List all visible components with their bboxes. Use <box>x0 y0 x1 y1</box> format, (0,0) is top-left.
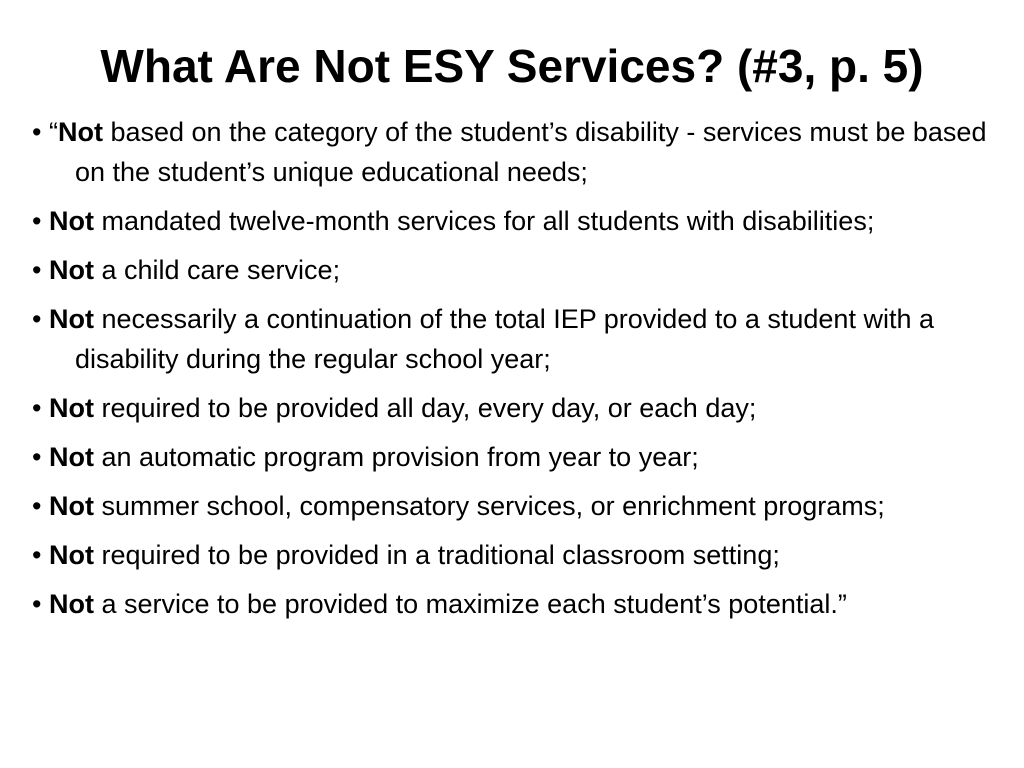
bullet-item <box>32 584 1022 624</box>
bullet-emphasis: Not <box>48 393 94 423</box>
bullet-emphasis: Not <box>57 117 103 147</box>
bullet-glyph: • <box>32 255 42 285</box>
bullet-emphasis: Not <box>48 442 94 472</box>
bullet-text: an automatic program provision from year to year; <box>101 442 699 472</box>
bullet-glyph: • <box>32 491 42 521</box>
bullet-text: mandated twelve-month services for all students with disabilities; <box>101 206 875 236</box>
bullet-item <box>32 535 1022 575</box>
bullet-text: a service to be provided to maximize each student’s potential.” <box>101 589 847 619</box>
bullet-emphasis: Not <box>48 304 94 334</box>
slide-title: What Are Not ESY Services? (#3, p. 5) <box>100 40 924 92</box>
bullet-glyph: • <box>32 540 42 570</box>
bullet-text: a child care service; <box>101 255 341 285</box>
bullet-text: necessarily a continuation of the total IEP provided to a student with a disability during the regular school year; <box>75 304 934 374</box>
bullet-item <box>32 201 1022 241</box>
bullet-item <box>32 486 1022 526</box>
bullet-glyph: • <box>32 304 42 334</box>
bullet-item <box>32 250 1022 290</box>
bullet-glyph: • <box>32 117 42 147</box>
bullet-item <box>32 388 1022 428</box>
bullet-emphasis: Not <box>48 255 94 285</box>
bullet-glyph: • <box>32 442 42 472</box>
bullet-text: required to be provided in a traditional classroom setting; <box>101 540 780 570</box>
bullet-text: based on the category of the student’s disability - services must be based on the student’s unique educational needs; <box>75 117 987 187</box>
bullet-item <box>32 112 1022 192</box>
bullet-item <box>32 299 1022 379</box>
bullet-list <box>32 112 1022 633</box>
bullet-text: summer school, compensatory services, or enrichment programs; <box>101 491 885 521</box>
bullet-text: required to be provided all day, every day, or each day; <box>101 393 757 423</box>
bullet-emphasis: Not <box>48 589 94 619</box>
bullet-emphasis: Not <box>48 206 94 236</box>
bullet-item <box>32 437 1022 477</box>
bullet-emphasis: Not <box>48 491 94 521</box>
bullet-glyph: • <box>32 393 42 423</box>
bullet-emphasis: Not <box>48 540 94 570</box>
bullet-glyph: • <box>32 206 42 236</box>
bullet-glyph: • <box>32 589 42 619</box>
bullet-prefix: “ <box>48 117 58 147</box>
